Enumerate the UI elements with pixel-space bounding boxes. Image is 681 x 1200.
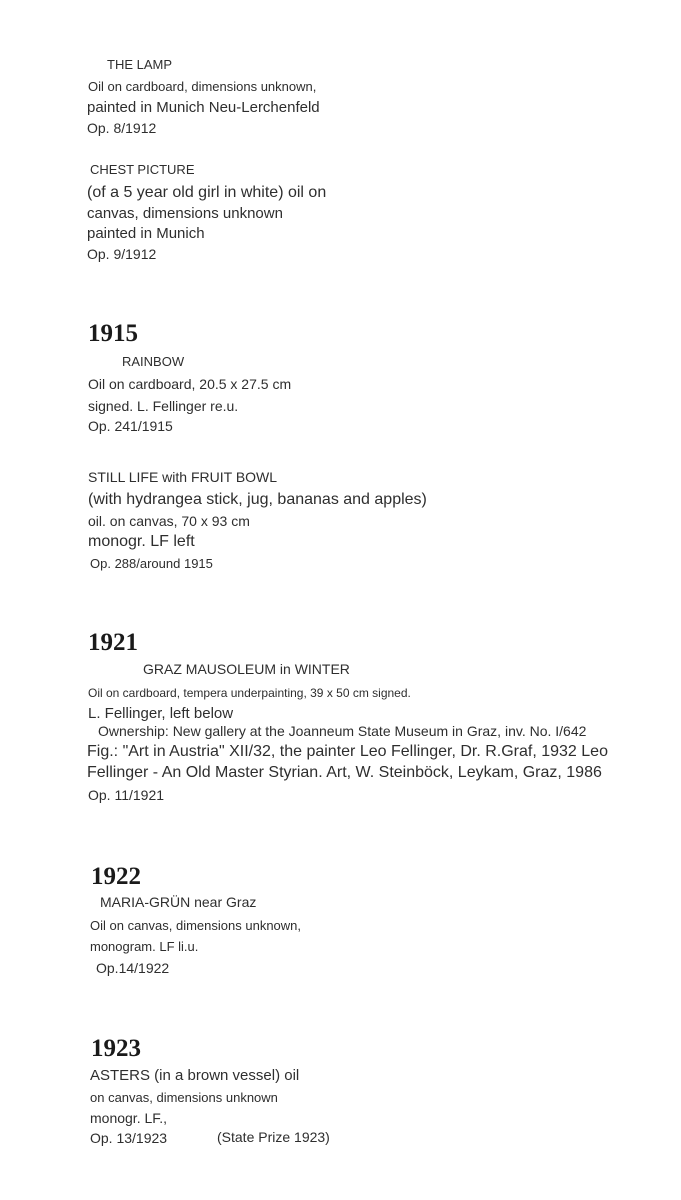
entry-opus: Op. 8/1912	[87, 120, 157, 136]
entry-line: monogr. LF left	[88, 533, 195, 550]
entry-title-asters: ASTERS (in a brown vessel) oil	[90, 1067, 300, 1084]
entry-line: L. Fellinger, left below	[88, 705, 234, 722]
entry-title-graz-mausoleum: GRAZ MAUSOLEUM in WINTER	[143, 661, 350, 677]
entry-line: painted in Munich	[87, 225, 205, 242]
entry-line: signed. L. Fellinger re.u.	[88, 398, 239, 414]
entry-line: Oil on canvas, dimensions unknown,	[90, 918, 302, 933]
year-heading-1923: 1923	[91, 1035, 141, 1062]
entry-line: Oil on cardboard, 20.5 x 27.5 cm	[88, 376, 292, 392]
entry-title-maria-gruen: MARIA-GRÜN near Graz	[100, 894, 257, 910]
entry-line: painted in Munich Neu-Lerchenfeld	[87, 99, 320, 116]
year-heading-1921: 1921	[88, 629, 138, 656]
entry-opus: Op. 288/around 1915	[90, 556, 213, 571]
entry-figure-reference: Fig.: "Art in Austria" XII/32, the painter Leo Fellinger, Dr. R.Graf, 1932 Leo	[87, 743, 608, 760]
entry-title-the-lamp: THE LAMP	[107, 57, 173, 72]
entry-title-chest-picture: CHEST PICTURE	[90, 162, 195, 177]
entry-title-rainbow: RAINBOW	[122, 354, 185, 369]
entry-line: oil. on canvas, 70 x 93 cm	[88, 513, 250, 529]
entry-line: (of a 5 year old girl in white) oil on	[87, 184, 327, 201]
entry-opus: Op. 11/1921	[88, 787, 165, 803]
entry-opus: Op. 13/1923	[90, 1130, 168, 1146]
entry-line: on canvas, dimensions unknown	[90, 1090, 278, 1105]
year-heading-1915: 1915	[88, 320, 138, 347]
entry-figure-reference: Fellinger - An Old Master Styrian. Art, W. Steinböck, Leykam, Graz, 1986	[87, 764, 602, 781]
entry-opus: Op. 241/1915	[88, 418, 173, 434]
entry-opus: Op. 9/1912	[87, 246, 157, 262]
entry-line: canvas, dimensions unknown	[87, 205, 283, 222]
entry-note-state-prize: (State Prize 1923)	[217, 1129, 330, 1145]
entry-line: monogram. LF li.u.	[90, 939, 199, 954]
entry-line: monogr. LF.,	[90, 1110, 168, 1126]
entry-line: Oil on cardboard, tempera underpainting, 39 x 50 cm signed.	[88, 686, 411, 700]
entry-ownership: Ownership: New gallery at the Joanneum State Museum in Graz, inv. No. I/642	[98, 723, 587, 739]
entry-line: Oil on cardboard, dimensions unknown,	[88, 79, 317, 94]
entry-line: (with hydrangea stick, jug, bananas and apples)	[88, 491, 427, 508]
year-heading-1922: 1922	[91, 863, 141, 890]
entry-opus: Op.14/1922	[96, 960, 170, 976]
entry-title-still-life: STILL LIFE with FRUIT BOWL	[88, 469, 278, 485]
